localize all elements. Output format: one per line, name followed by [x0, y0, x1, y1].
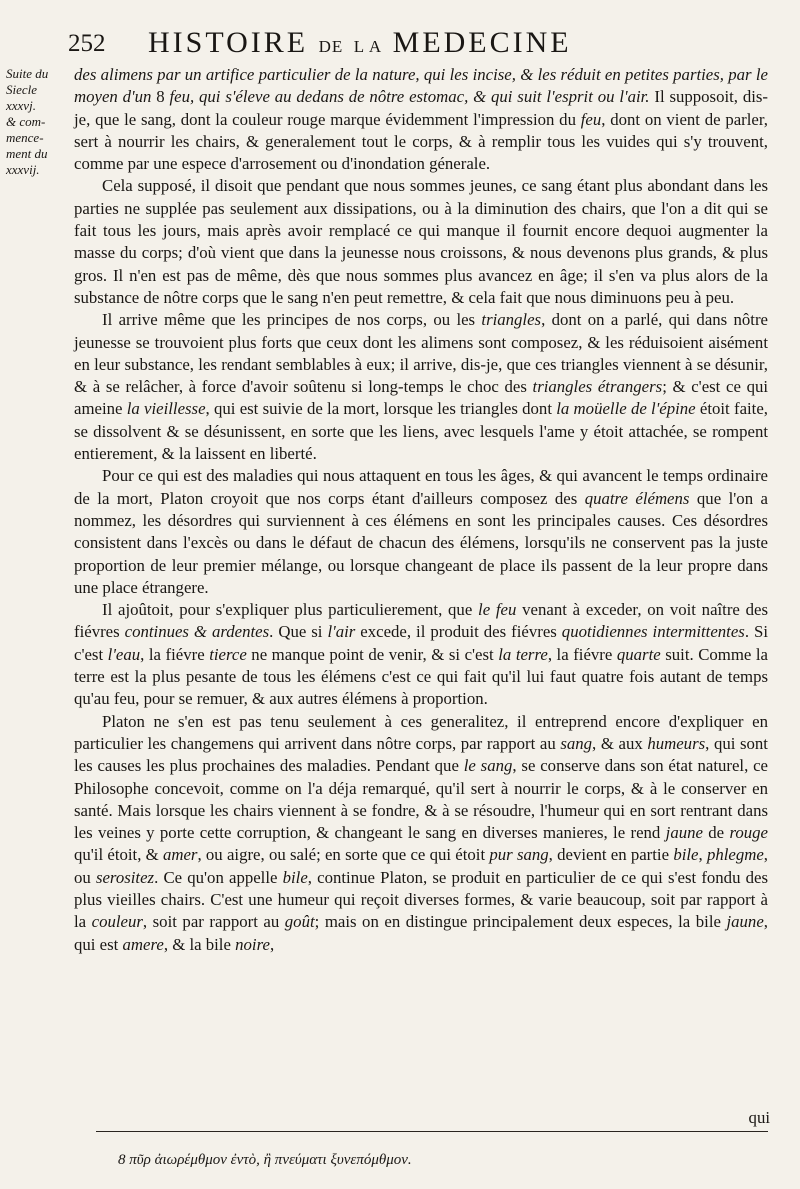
page-number: 252 — [68, 30, 106, 57]
footnote-rule — [96, 1131, 768, 1132]
paragraph-5: Il ajoûtoit, pour s'expliquer plus particulierement, que le feu venant à exceder, on voit naître des fiévres continues & ardentes. Que si l'air excede, il produit des fiévres quotidiennes intermittentes. Si c'est l'eau, la fiévre tierce ne manque point de venir, & si c'est la terre, la fiévre quarte suit. Comme la terre est la plus pesante de tous les élémens c'est ce qui fait qu'il lui faut quatre fois autant de temps qu'au feu, pour se remuer, & aux autres élémens à proportion. — [74, 600, 769, 709]
body-text — [74, 64, 768, 956]
page-header — [68, 26, 758, 66]
margin-note: Suite du Siecle xxxvj. & com- mence- ment du xxxvij. — [6, 66, 49, 177]
footnote: 8 πῦρ ἀιωρέμθμον ἐντὸ, ἢ πνεύματι ξυνεπόμθμον. — [118, 1152, 412, 1168]
paragraph-3: Il arrive même que les principes de nos corps, ou les triangles, dont on a parlé, qui dans nôtre jeunesse se trouvoient plus forts que ceux dont les alimens sont composez, & les réduisoient aisément en leur substance, les rendant semblables à eux; il arrive, dis-je, que ces triangles viennent à se désunir, & à se relâcher, à force d'avoir soûtenu si long-temps le choc des triangles étrangers; & c'est ce qui ameine la vieillesse, qui est suivie de la mort, lorsque les triangles dont la moüelle de l'épine étoit faite, se dissolvent & se désunissent, en sorte que les liens, avec lesquels l'ame y étoit attachée, se rompent entierement, & la laissent en liberté. — [74, 310, 769, 464]
paragraph-1: des alimens par un artifice particulier de la nature, qui les incise, & les réduit en petites parties, par le moyen d'un 8 feu, qui s'éleve au dedans de nôtre estomac, & qui suit l'esprit ou l'air. Il supposoit, dis-je, que le sang, dont la couleur rouge marque évidemment l'impression du feu, dont on vient de parler, sert à nourrir les chairs, & generalement tout le corps, & à remplir tous les vuides qui s'y trouvent, comme par une espece d'arrosement ou d'inondation génerale. — [74, 65, 769, 174]
paragraph-4: Pour ce qui est des maladies qui nous attaquent en tous les âges, & qui avancent le temps ordinaire de la mort, Platon croyoit que nos corps étant d'ailleurs composez des quatre élémens que l'on a nommez, les désordres qui surviennent à ces élémens en sont les principales causes. Ces désordres consistent dans l'excès ou dans le défaut de chacun des élémens, lorsqu'ils ne conservent pas la juste proportion de leur premier mélange, ou lorsque changeant de place ils passent de la leur propre dans une place étrangere. — [74, 466, 769, 597]
paragraph-6: Platon ne s'en est pas tenu seulement à ces generalitez, il entreprend encore d'expliquer en particulier les changemens qui arrivent dans nôtre corps, par rapport au sang, & aux humeurs, qui sont les causes les plus prochaines des maladies. Pendant que le sang, se conserve dans son état naturel, ce Philosophe concevoit, comme on l'a déja remarqué, qu'il sert à nourrir le corps, & à le conserver en santé. Mais lorsque les chairs viennent à se fondre, & à se résoudre, l'humeur qui en sort rentrant dans les veines y porte cette corruption, & changeant le sang en diverses manieres, le rend jaune de rouge qu'il étoit, & amer, ou aigre, ou salé; en sorte que ce qui étoit pur sang, devient en partie bile, phlegme, ou serositez. Ce qu'on appelle bile, continue Platon, se produit en particulier de ce qui s'est fondu des plus vieilles chairs. C'est une humeur qui reçoit diverses formes, & varie beaucoup, soit par rapport à la couleur, soit par rapport au goût; mais on en distingue principalement deux especes, la bile jaune, qui est amere, & la bile noire, — [74, 711, 769, 954]
catchword: qui — [748, 1108, 770, 1127]
paragraph-2: Cela supposé, il disoit que pendant que nous sommes jeunes, ce sang étant plus abondant dans les parties ne supplée pas seulement aux dissipations, ou à la diminution des chairs, que l'on a dit qui se fait tous les jours, mais après avoir remplacé ce qui manque il fournit encore dequoi augmenter la masse du corps; d'où vient que dans la jeunesse nous croissons, & nous devenons plus grands, & plus gros. Il n'en est pas de même, dès que nous sommes plus avancez en âge; il s'en va plus alors de la substance de nôtre corps que le sang n'en peut remettre, & cela fait que nous diminuons peu à peu. — [74, 176, 768, 307]
running-title: HISTOIRE DE L A MEDECINE — [148, 26, 572, 59]
